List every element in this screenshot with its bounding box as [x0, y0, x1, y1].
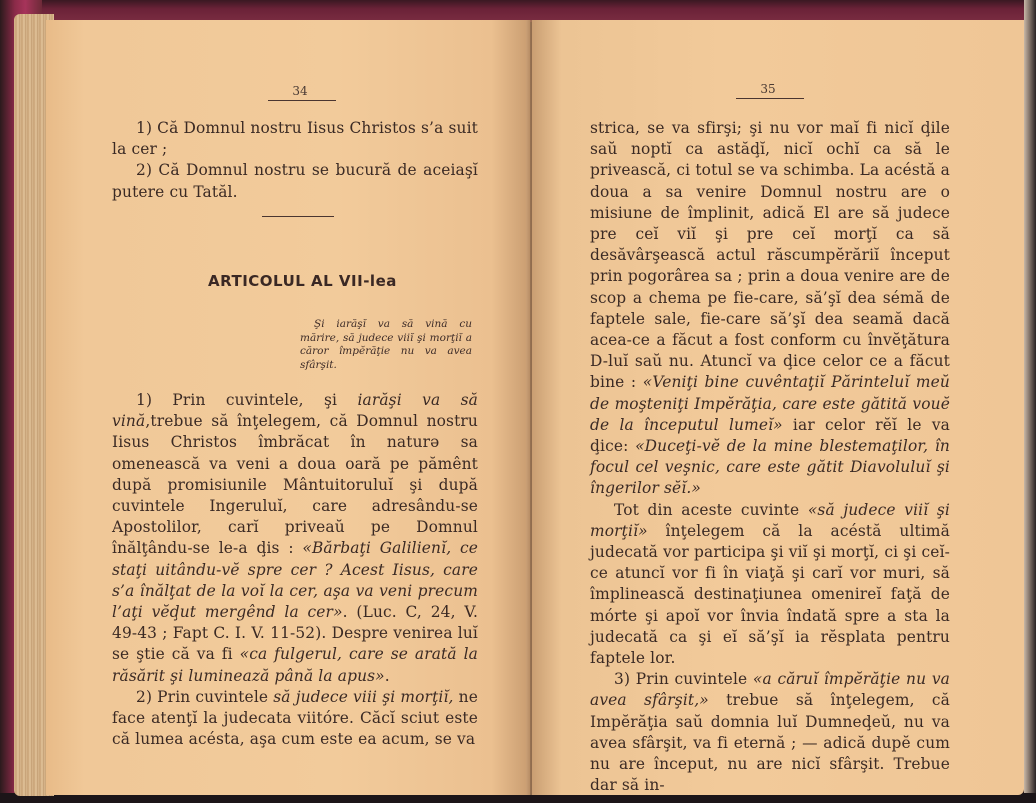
text-run: Tot din aceste cuvinte	[614, 500, 808, 519]
quote-run: «ca fulgerul, care se arată la răsărit şi luminează până la apus»	[112, 645, 479, 685]
quote-run: «a căruĭ împĕrăţie nu va avea sfârşit,»	[590, 670, 951, 710]
italic-run: să judece viii şi morţiĭ,	[273, 687, 454, 706]
quote-run: «Bărbaţi Galilienĭ, ce staţi uitându-vĕ spre cer ? Acest Iisus, care s’a înălţat de la voĭ la cer, aşa va veni precum l’aţi vĕḑut mergênd la cer»	[112, 539, 478, 622]
intro-item-2: 2) Că Domnul nostru se bucură de aceiaşĭ putere cu Tatăl.	[112, 161, 478, 201]
text-run: ,trebue să înţelegem, că Domnul nostru Iisus Christos îmbrăcat în naturə sa omenească va veni a doua oară pe pămênt după promisiunile Mântuitoruluĭ şi după cuvintele Ingeruluĭ, care adresându-se Apostolilor, carĭ priveaŭ pe Domnul înălţându-se le-a ḑis :	[112, 412, 478, 558]
book-cover-right	[1024, 0, 1036, 803]
paragraph-1	[112, 390, 478, 687]
text-run: iar celor rĕĭ le va ḑice:	[590, 415, 950, 456]
header-rule	[268, 100, 336, 101]
header-rule	[736, 98, 804, 99]
paragraph-3	[590, 669, 950, 796]
quote-run: «Veniţi bine cuvêntaţiĭ Părinteluĭ meŭ de moşteniţi Impĕrăţia, care este gătită vouĕ de la începutul lumeĭ»	[590, 373, 950, 434]
paragraph-continued	[590, 118, 950, 500]
quote-run: «să judece viiĭ şi morţiĭ»	[590, 500, 950, 540]
text-run: înţelegem că la acéstă ultimă judecată vor participa şi viĭ şi morţĭ, ci şi ceĭ-ce atuncĭ vor fi în viaţă şi carĭ vor muri, să împlinească destinaţiunea omenireĭ faţă de mórte şi apoĭ vor învia îndată spre a sta la judecată ca şi eĭ să’şĭ ia rĕsplata pentru faptele lor.	[590, 521, 950, 668]
page-number: 35	[760, 82, 776, 96]
page-number: 34	[292, 84, 308, 98]
right-page	[532, 20, 1024, 795]
book-cover-top	[0, 0, 1036, 22]
epigraph	[300, 318, 472, 372]
text-run: ne face atenţĭ la judecata viitóre. Căcĭ sciut este că lumea acésta, aşa cum este ea acum, se va	[112, 687, 478, 749]
paragraph-2	[112, 687, 478, 751]
quote-run: «Duceţi-vĕ de la mine blestemaţilor, în focul cel veşnic, care este gătit Diavoluluĭ şi îngerilor sĕĭ.»	[590, 437, 950, 498]
article-heading: ARTICOLUL AL VII-lea	[208, 272, 397, 290]
text-run: 1) Prin cuvintele, şi	[136, 391, 358, 409]
left-page	[46, 20, 530, 795]
text-run: 2) Prin cuvintele	[136, 687, 274, 706]
text-run: trebue să înţelegem, că Impĕrăţia saŭ domnia luĭ Dumneḑeŭ, nu va avea sfârşit, va fi eternă ; — adică dupĕ cum nu are început, nu are nicĭ sfârşit. Trebue dar să in-	[590, 691, 950, 795]
section-divider	[262, 216, 334, 217]
text-run: .	[384, 666, 390, 685]
left-body	[112, 390, 478, 750]
epigraph-text: Şi iarăşĭ va să vină cu mărire, să judece viiĭ şi morţiĭ a căror împĕrăţie nu va avea sfârşit.	[300, 318, 472, 371]
intro-item-1: 1) Că Domnul nostru Iisus Christos s’a suit la cer ;	[112, 119, 478, 159]
intro-list	[112, 118, 478, 203]
text-run: . (Luc. C, 24, V. 49-43 ; Fapt C. I. V. 11-52). Despre venirea luĭ se ştie că va fi	[112, 603, 478, 664]
text-run: strica, se va sfirşi; şi nu vor maĭ fi nicĭ ḑile saŭ noptĭ ca astăḑĭ, nicĭ ochĭ ca să le privească, ci totul se va schimba. La acéstă a doua a sa venire Domnul nostru are o misiune de împlinit, adică El are să judece pre ceĭ viĭ şi pre ceĭ morţĭ ca să desăvârşească actul răscumpĕrăriĭ început prin pogorârea sa ; prin a doua venire are de scop a chema pe fie-care, să’şĭ dea sémă de faptele sale, fie-care să’şĭ dea seamă dacă acea-ce a făcut a fost conform cu învĕţătura D-luĭ saŭ nu. Atuncĭ va ḑice celor ce a făcut bine :	[590, 119, 950, 392]
text-run: 3) Prin cuvintele	[614, 670, 753, 689]
italic-run: iarăşi va să vină	[112, 391, 479, 431]
paragraph-2	[590, 500, 950, 670]
right-body	[590, 118, 950, 797]
